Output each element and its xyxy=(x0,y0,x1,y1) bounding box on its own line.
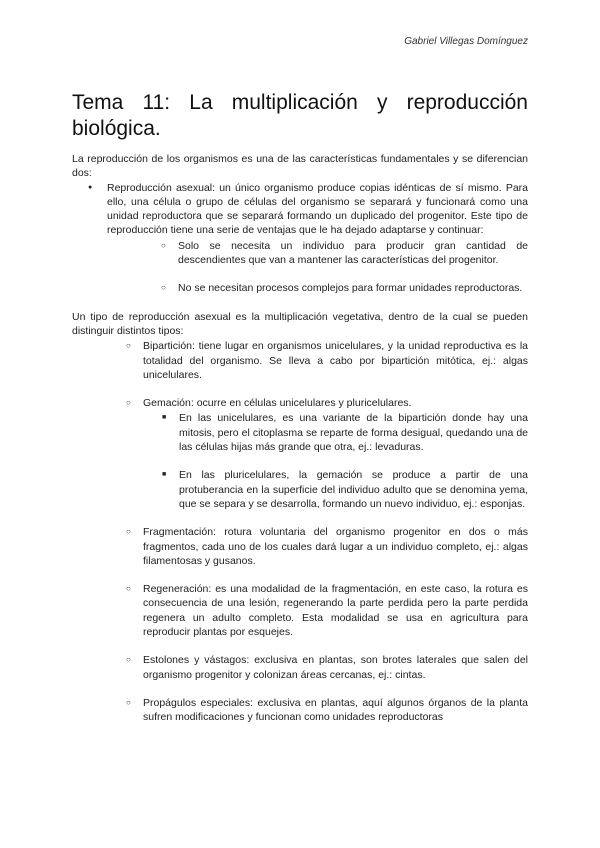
list-item-estolones: ○ Estolones y vástagos: exclusiva en plantas, son brotes laterales que salen del organismo progenitor y colonizan áreas cercanas, ej.: cintas. xyxy=(143,653,528,682)
list-item-biparticion: ○ Bipartición: tiene lugar en organismos unicelulares, y la unidad reproductiva es la totalidad del organismo. Se lleva a cabo por bipartición mitótica, ej.: algas unicelulares. xyxy=(143,339,528,382)
intro-paragraph: La reproducción de los organismos es una de las características fundamentales y se diferencian dos: xyxy=(72,153,528,180)
vegetative-types-list xyxy=(143,339,528,724)
document-body xyxy=(72,152,528,725)
gemacion-text: Gemación: ocurre en células unicelulares y pluricelulares. xyxy=(143,397,412,410)
vegetative-intro-paragraph: Un tipo de reproducción asexual es la multiplicación vegetativa, dentro de la cual se pueden distinguir distintos tipos: xyxy=(72,310,528,337)
advantages-list xyxy=(178,239,528,296)
reproduction-types-list xyxy=(107,181,528,296)
asexual-text: Reproducción asexual: un único organismo produce copias idénticas de sí mismo. Para ello, una célula o grupo de células del organismo se separará y funcionará como una unidad reproductora que se separará formando un duplicado del progenitor. Este tipo de reproducción tiene una serie de ventajas que le ha dejado adaptarse y continuar: xyxy=(107,181,528,237)
advantage-item: ○ No se necesitan procesos complejos para formar unidades reproductoras. xyxy=(178,281,528,295)
list-item-fragmentacion: ○ Fragmentación: rotura voluntaria del organismo progenitor en dos o más fragmentos, cada uno de los cuales dará lugar a un individuo completo, ej.: algas filamentosas y gusanos. xyxy=(143,525,528,568)
page-title: Tema 11: La multiplicación y reproducción biológica. xyxy=(72,91,528,140)
advantage-item: ○ Solo se necesita un individuo para producir gran cantidad de descendientes que van a mantener las características del progenitor. xyxy=(178,239,528,268)
list-item-asexual xyxy=(107,181,528,296)
author-header: Gabriel Villegas Domínguez xyxy=(404,36,528,47)
list-item-gemacion xyxy=(143,396,528,511)
gemacion-sub-item: ■ En las pluricelulares, la gemación se produce a partir de una protuberancia en la superficie del individuo adulto que se denomina yema, que se separa y se desarrolla, formando un nuevo individuo, ej.: esponjas. xyxy=(179,468,528,511)
gemacion-sublist xyxy=(179,411,528,511)
gemacion-sub-item: ■ En las unicelulares, es una variante de la bipartición donde hay una mitosis, pero el citoplasma se reparte de forma desigual, quedando una de las células hijas más grande que otra, ej.: levaduras. xyxy=(179,411,528,454)
list-item-regeneracion: ○ Regeneración: es una modalidad de la fragmentación, en este caso, la rotura es consecuencia de una lesión, regenerando la parte perdida pero la parte perdida regenera un adulto completo. Esta modalidad se usa en agricultura para reproducir plantas por esquejes. xyxy=(143,582,528,639)
list-item-propagulos: ○ Propágulos especiales: exclusiva en plantas, aquí algunos órganos de la planta sufren modificaciones y funcionan como unidades reproductoras xyxy=(143,696,528,725)
